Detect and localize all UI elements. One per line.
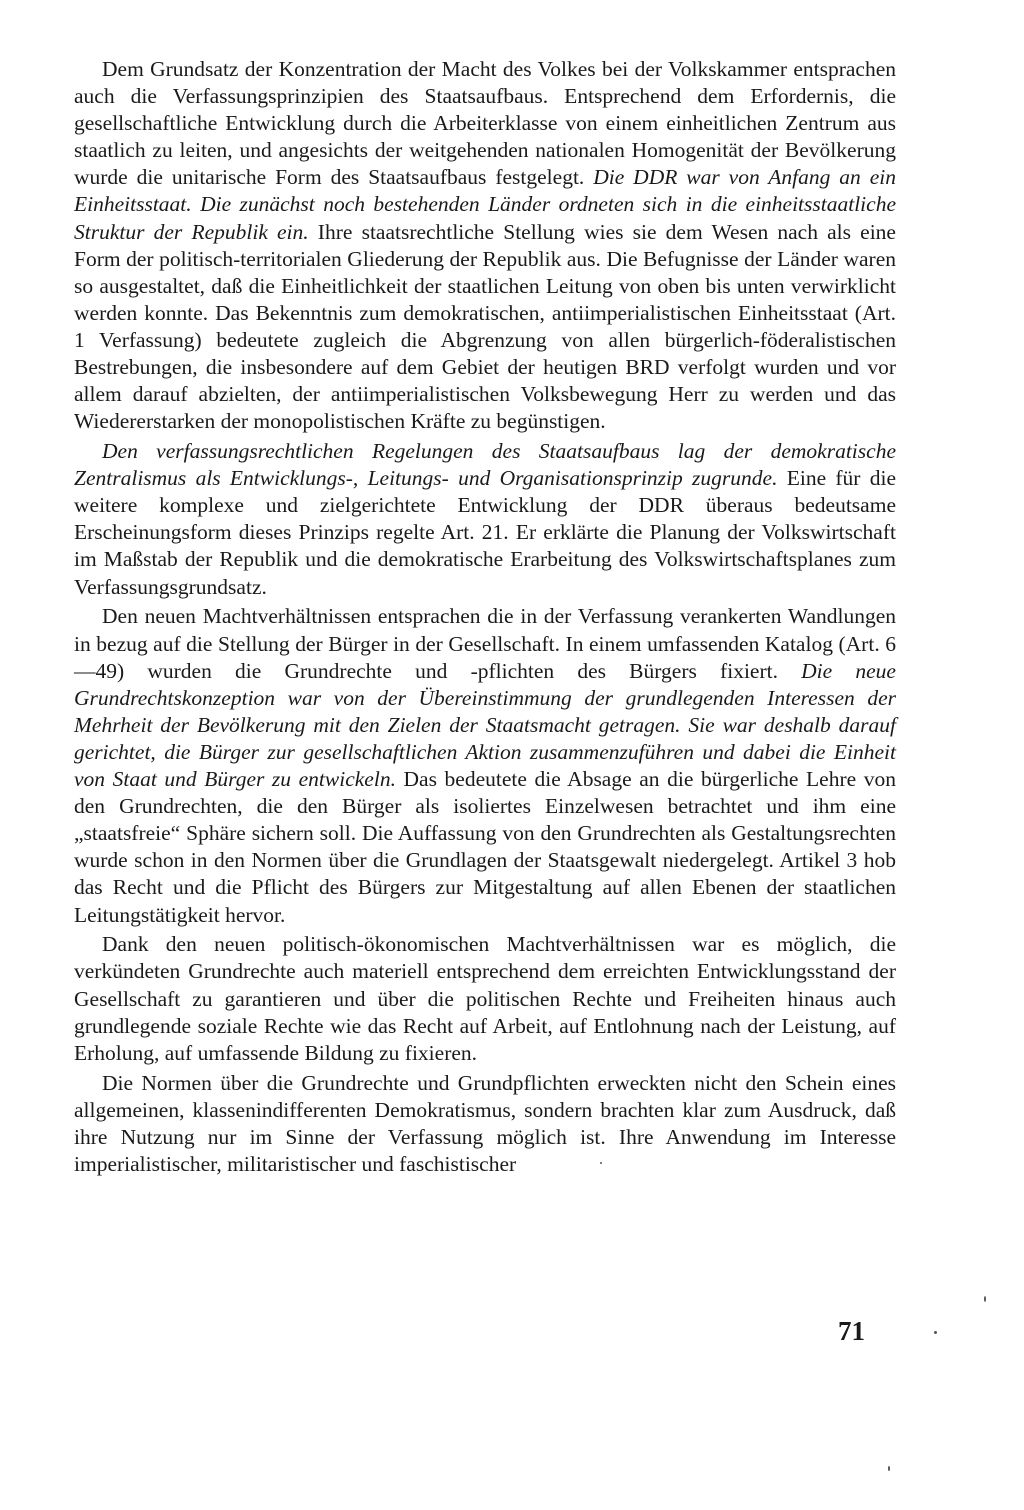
text-run: Die Normen über die Grundrechte und Grundpflichten erweckten nicht den Schein eines allgemeinen, klassenindifferenten Demokratismus, sondern brachten klar zum Ausdruck, daß ihre Nutzung nur im Sinne der Verfassung möglich ist. Ihre Anwendung im Interesse imperialistischer, militaristischer und faschistischer (74, 1070, 896, 1176)
text-run: Eine für die weitere komplexe und zielgerichtete Entwicklung der DDR überaus bedeutsame Erscheinungsform dieses Prinzips regelte Art. 21. Er erklärte die Planung der Volkswirtschaft im Maßstab der Republik und die demokratische Erarbeitung des Volkswirtschaftsplanes zum Verfassungsgrundsatz. (74, 466, 896, 599)
text-run: Dem Grundsatz der Konzentration der Macht des Volkes bei der Volkskammer entsprachen auch die Verfassungsprinzipien des Staatsaufbaus. Entsprechend dem Erfordernis, die gesellschaftliche Entwicklung durch die Arbeiterklasse von einem einheitlichen Zentrum aus staatlich zu leiten, und angesichts der weitgehenden nationalen Homogenität der Bevölkerung wurde die unitarische Form des Staatsaufbaus festgelegt. (74, 57, 896, 190)
paragraph (74, 438, 896, 601)
paragraph (74, 931, 896, 1066)
text-run: Ihre staatsrechtliche Stellung wies sie dem Wesen nach als eine Form der politisch-territorialen Gliederung der Republik aus. Die Befugnisse der Länder waren so ausgestaltet, daß die Einheitlichkeit der staatlichen Leitung von oben bis unten verwirklicht werden konnte. Das Bekenntnis zum demokratischen, antiimperialistischen Einheitsstaat (Art. 1 Verfassung) bedeutete zugleich die Abgrenzung von allen bürgerlich-föderalistischen Bestrebungen, die insbesondere auf dem Gebiet der heutigen BRD verfolgt wurden und vor allem darauf abzielten, der antiimperialistischen Volksbewegung Herr zu werden und das Wiedererstarken der monopolistischen Kräfte zu begünstigen. (74, 219, 896, 434)
text-run: Das bedeutete die Absage an die bürgerliche Lehre von den Grundrechten, die den Bürger als isoliertes Einzelwesen betrachtet und ihm eine „staatsfreie“ Sphäre sichern soll. Die Auffassung von den Grundrechten als Gestaltungsrechten wurde schon in den Normen über die Grundlagen der Staatsgewalt niedergelegt. Artikel 3 hob das Recht und die Pflicht des Bürgers zur Mitgestaltung auf allen Ebenen der staatlichen Leitungstätigkeit hervor. (74, 767, 897, 927)
text-run: Den neuen Machtverhältnissen entsprachen die in der Verfassung verankerten Wandlungen in bezug auf die Stellung der Bürger in der Gesellschaft. In einem umfassenden Katalog (Art. 6—49) wurden die Grundrechte und -pflichten des Bürgers fixiert. (74, 604, 896, 683)
scan-speck (600, 1162, 602, 1164)
paragraph (74, 603, 896, 928)
paragraph (74, 1070, 896, 1178)
scan-speck (984, 1296, 986, 1302)
italic-text-run: Die DDR war von Anfang an ein Einheitsstaat. Die zunächst noch bestehenden Länder ordneten sich in die einheitsstaatliche Struktur der Republik ein. (74, 165, 896, 244)
text-run: Dank den neuen politisch-ökonomischen Machtverhältnissen war es möglich, die verkündeten Grundrechte auch materiell entsprechend dem erreichten Entwicklungsstand der Gesellschaft zu garantieren und über die politischen Rechte und Freiheiten hinaus auch grundlegende soziale Rechte wie das Recht auf Arbeit, auf Entlohnung nach der Leistung, auf Erholung, auf umfassende Bildung zu fixieren. (74, 932, 896, 1065)
page-number: 71 (838, 1316, 865, 1346)
scan-speck (934, 1331, 937, 1334)
body-text (74, 56, 896, 1181)
paragraph (74, 56, 896, 435)
italic-text-run: Den verfassungsrechtlichen Regelungen des Staatsaufbaus lag der demokratische Zentralismus als Entwicklungs-, Leitungs- und Organisationsprinzip zugrunde. (74, 439, 896, 491)
scan-speck (888, 1466, 890, 1471)
italic-text-run: Die neue Grundrechtskonzeption war von der Übereinstimmung der grundlegenden Interessen der Mehrheit der Bevölkerung mit den Zielen der Staatsmacht getragen. Sie war deshalb darauf gerichtet, die Bürger zur gesellschaftlichen Aktion zusammenzuführen und dabei die Einheit von Staat und Bürger zu entwickeln. (74, 658, 896, 792)
